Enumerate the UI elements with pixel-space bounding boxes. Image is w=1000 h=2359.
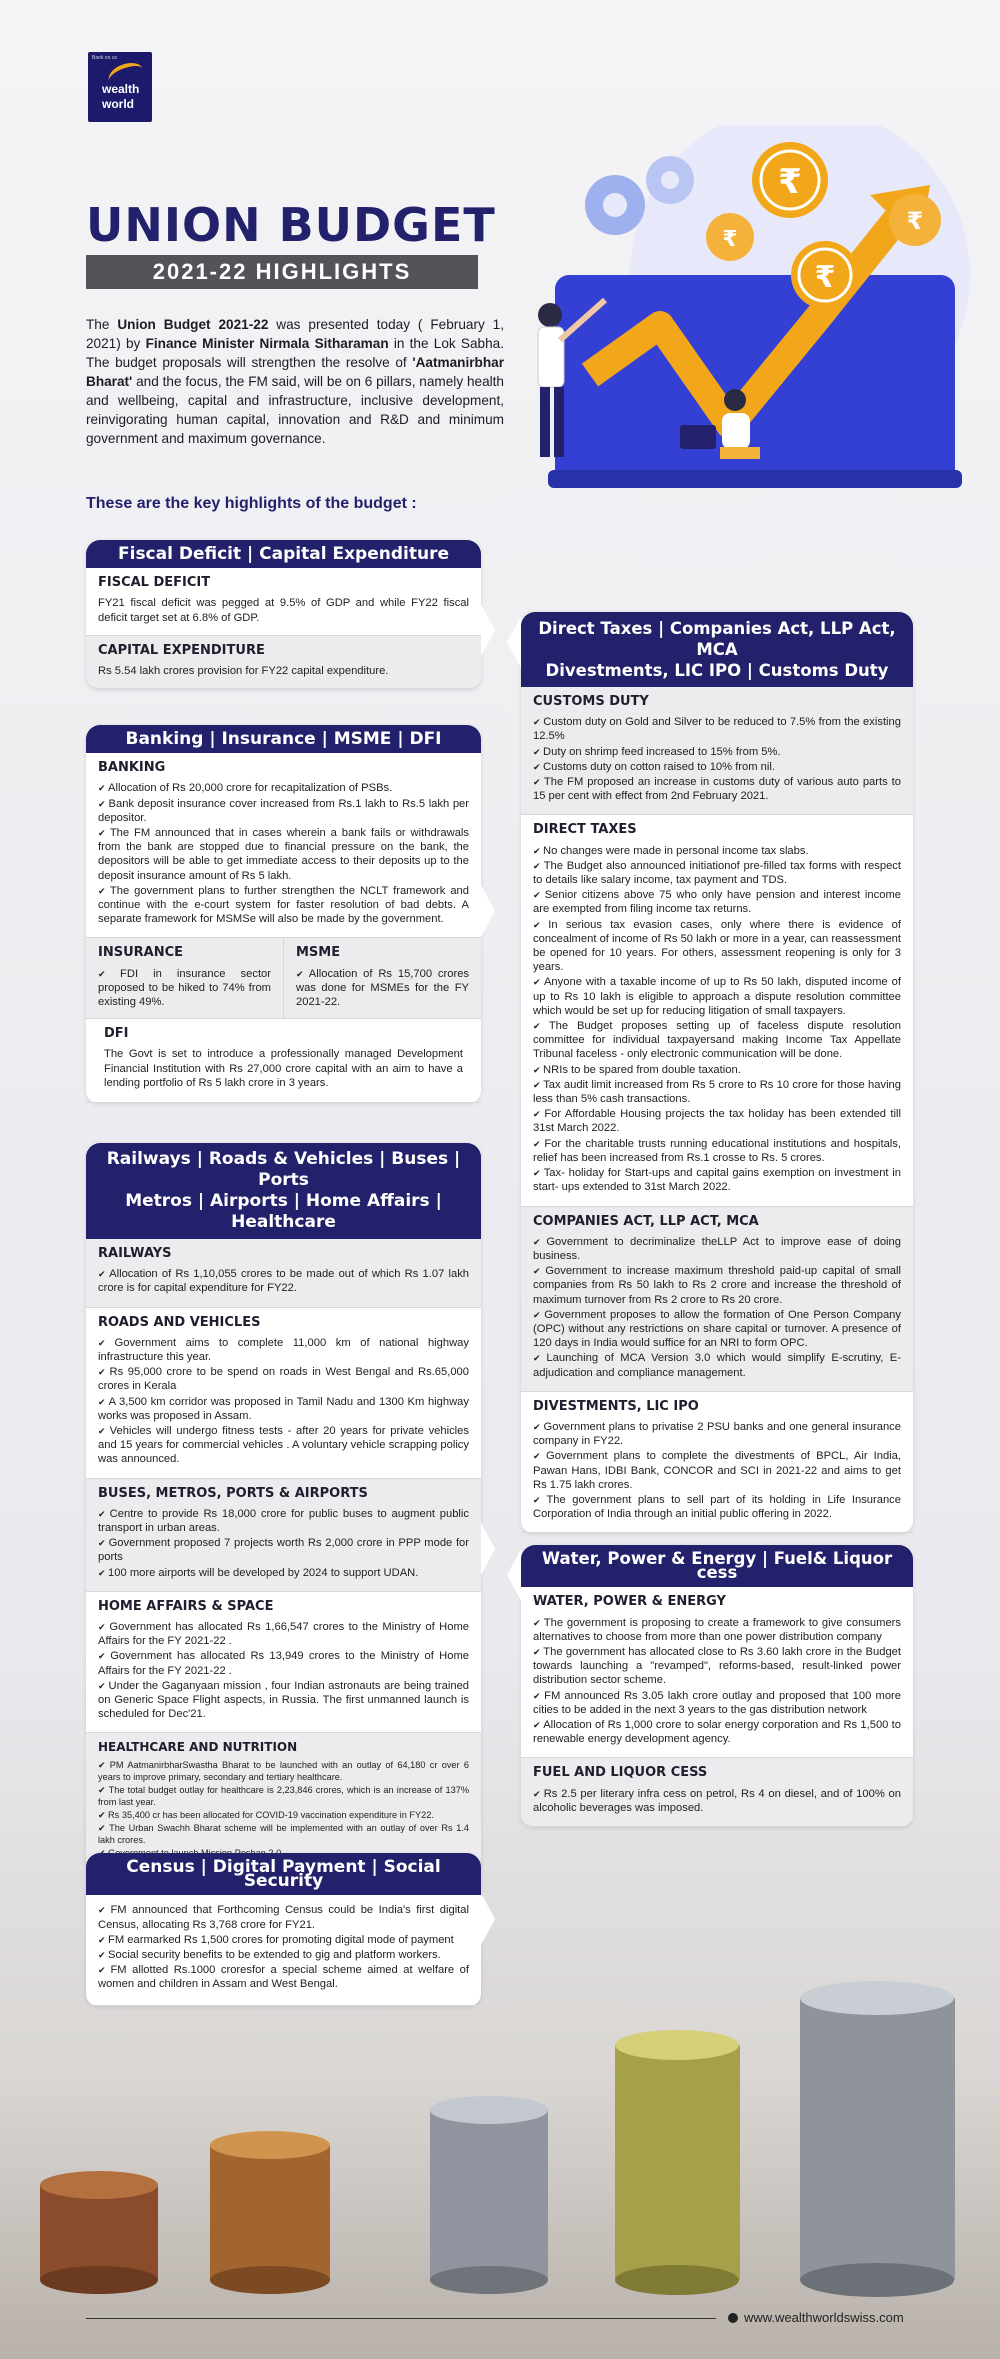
footer-website-text: www.wealthworldswiss.com [744, 2310, 904, 2325]
list-item: ✔ PM AatmanirbharSwastha Bharat to be launched with an outlay of 64,180 cr over 6 years to improve primary, secondary and tertiary healthcare. [98, 1759, 469, 1783]
list-item: ✔ The total budget outlay for healthcare is 2,23,846 crores, which is an increase of 137% from last year. [98, 1784, 469, 1808]
fiscal-deficit-text: FY21 fiscal deficit was pegged at 9.5% of GDP and while FY22 fiscal deficit target set at 6.8% of GDP. [98, 597, 469, 624]
list-item: ✔ FM earmarked Rs 1,500 crores for promoting digital mode of payment [98, 1933, 469, 1947]
direct-taxes-card [521, 612, 913, 1533]
list-item: ✔ The government plans to sell part of its holding in Life Insurance Corporation of India through an initial public offering in 2022. [533, 1493, 901, 1521]
coin-stack-gold [615, 2030, 740, 2295]
healthcare-title: HEALTHCARE AND NUTRITION [98, 1740, 298, 1755]
water-power-title: WATER, POWER & ENERGY [533, 1594, 726, 1610]
companies-act-section [521, 1207, 913, 1392]
intro-text-3: in the Lok Sabha. The budget proposals will strengthen the resolve of [86, 336, 504, 370]
rupee-coin-icon [889, 194, 941, 246]
intro-bold-1: Union Budget 2021-22 [117, 317, 269, 332]
coin-stacks-illustration [0, 1960, 1000, 2300]
svg-text:₹: ₹ [814, 260, 836, 295]
list-item: ✔ Allocation of Rs 1,10,055 crores to be made out of which Rs 1.07 lakh crore is for capital expenditure for FY22. [98, 1267, 469, 1295]
list-item: ✔ Rs 95,000 crore to be spend on roads in West Bengal and Rs.65,000 crores in Kerala [98, 1365, 469, 1393]
card-pointer [481, 885, 495, 937]
wealth-world-logo [88, 52, 152, 122]
banking-card-header: Banking | Insurance | MSME | DFI [86, 725, 481, 753]
list-item: ✔ In serious tax evasion cases, only where there is evidence of concealment of income of Rs 50 lakh or more in a year, can reassessment be opened for 10 years. For others, assessment reopening is only for 3 years. [533, 918, 901, 975]
msme-title: MSME [296, 945, 341, 961]
list-item: ✔ Government aims to complete 11,000 km of national highway infrastructure this year. [98, 1336, 469, 1364]
list-item: ✔ Government has allocated Rs 1,66,547 crores to the Ministry of Home Affairs for the FY 2021-22 . [98, 1620, 469, 1648]
capital-expenditure-title: CAPITAL EXPENDITURE [98, 642, 265, 658]
list-item: ✔ Bank deposit insurance cover increased from Rs.1 lakh to Rs.5 lakh per depositor. [98, 797, 469, 825]
divestments-section [521, 1392, 913, 1534]
list-item: ✔ The government is proposing to create a framework to give consumers alternatives to choose from more than one power distribution company [533, 1616, 901, 1644]
list-item: ✔ Government has allocated Rs 13,949 crores to the Ministry of Home Affairs for the FY 2021-22 . [98, 1649, 469, 1677]
list-item: ✔ The government has allocated close to Rs 3.60 lakh crore in the Budget towards launching a "revamped", reforms-based, result-linked power distribution sector scheme. [533, 1645, 901, 1688]
direct-header-line-1: Direct Taxes | Companies Act, LLP Act, MCA [538, 619, 896, 659]
fiscal-deficit-title: FISCAL DEFICIT [98, 575, 211, 591]
water-power-card-header: Water, Power & Energy | Fuel& Liquor cess [521, 1545, 913, 1587]
water-power-card [521, 1545, 913, 1827]
list-item: ✔ The Urban Swachh Bharat scheme will be implemented with an outlay of over Rs 1.4 lakh crores. [98, 1822, 469, 1846]
direct-header-line-2: Divestments, LIC IPO | Customs Duty [545, 661, 889, 680]
divestments-title: DIVESTMENTS, LIC IPO [533, 1398, 699, 1414]
banking-card [86, 725, 481, 1103]
customs-duty-title: CUSTOMS DUTY [533, 694, 649, 709]
fiscal-deficit-section [86, 568, 481, 636]
list-item: ✔ Government proposed 7 projects worth Rs 2,000 crore in PPP mode for ports [98, 1536, 469, 1564]
intro-text-4: and the focus, the FM said, will be on 6 pillars, namely health and wellbeing, capital and infrastructure, inclusive development, reinvigorating human capital, innovation and R&D and minimum government and maximum governance. [86, 374, 504, 446]
list-item: ✔ 100 more airports will be developed by 2024 to support UDAN. [98, 1566, 469, 1580]
railways-title: RAILWAYS [98, 1246, 172, 1261]
dfi-section [86, 1019, 481, 1103]
list-item: ✔ The Budget proposes setting up of faceless dispute resolution committee for individual taxpayersand making Income Tax Appellate Tribunal faceless - only electronic communication will be done. [533, 1019, 901, 1062]
list-item: ✔ The FM proposed an increase in customs duty of various auto parts to 15 per cent with effect from 2nd February 2021. [533, 775, 901, 803]
dfi-text: The Govt is set to introduce a professionally managed Development Financial Institution with Rs 27,000 crore capital with an aim to have a lending portfolio of Rs 5 lakh crore in 3 years. [104, 1048, 463, 1089]
list-item: ✔ Customs duty on cotton raised to 10% from nil. [533, 760, 901, 774]
list-item: ✔ FM allotted Rs.1000 croresfor a special scheme aimed at welfare of women and children in Assam and West Bengal. [98, 1963, 469, 1991]
svg-text:₹: ₹ [906, 207, 924, 235]
home-affairs-section [86, 1592, 481, 1734]
buses-section [86, 1479, 481, 1592]
coin-stack-platinum [800, 1981, 955, 2297]
fiscal-card [86, 540, 481, 689]
msme-section [283, 938, 481, 1018]
list-item: ✔ Tax audit limit increased from Rs 5 crore to Rs 10 crore for those having less than 5% cash transactions. [533, 1078, 901, 1106]
footer-website[interactable] [728, 2310, 904, 2325]
svg-text:₹: ₹ [722, 227, 738, 252]
list-item: ✔ Allocation of Rs 1,000 crore to solar energy corporation and Rs 1,500 to renewable energy development agency. [533, 1718, 901, 1746]
list-item: ✔ Government to increase maximum threshold paid-up capital of small companies from Rs 50 lakh to Rs 2 crore and increase the threshold of maximum turnover from Rs 2 crore to Rs 20 crore. [533, 1264, 901, 1307]
page-title: UNION BUDGET [86, 198, 496, 252]
list-item: ✔ The FM announced that in cases wherein a bank fails or withdrawals from the bank are stopped due to financial pressure on the bank, the depositors will be able to get immediate access to their deposits up to the deposit insurance amount of Rs 5 lakh. [98, 826, 469, 883]
list-item: ✔ Government proposes to allow the formation of One Person Company (OPC) without any restrictions on share capital or turnover. A presence of 120 days in India would suffice for an NRI to form OPC. [533, 1308, 901, 1351]
list-item: ✔ Custom duty on Gold and Silver to be reduced to 7.5% from the existing 12.5% [533, 715, 901, 743]
msme-text: ✔ Allocation of Rs 15,700 crores was done for MSMEs for the FY 2021-22. [296, 967, 469, 1010]
coin-stack-silver [430, 2096, 548, 2294]
rupee-coin-icon [791, 241, 859, 309]
list-item: ✔ Allocation of Rs 20,000 crore for recapitalization of PSBs. [98, 781, 469, 795]
card-pointer [481, 604, 495, 656]
list-item: ✔ Government plans to privatise 2 PSU banks and one general insurance company in FY22. [533, 1420, 901, 1448]
direct-taxes-card-header [521, 612, 913, 687]
card-pointer [507, 616, 521, 668]
direct-taxes-title: DIRECT TAXES [533, 822, 637, 838]
footer-divider [86, 2318, 716, 2319]
list-item: ✔ Senior citizens above 75 who only have pension and interest income are exempted from filing income tax returns. [533, 888, 901, 916]
intro-text-2: was presented today ( February 1, 2021) by [86, 317, 505, 351]
svg-text:₹: ₹ [778, 162, 802, 202]
logo-word-1: wealth [102, 82, 140, 96]
railways-header-line-2: Metros | Airports | Home Affairs | Healthcare [125, 1191, 442, 1232]
coin-stack-copper [40, 2171, 158, 2294]
census-card-header: Census | Digital Payment | Social Security [86, 1853, 481, 1895]
intro-bold-2: Finance Minister Nirmala Sitharaman [145, 336, 389, 351]
list-item: ✔ FM announced that Forthcoming Census could be India's first digital Census, allocating Rs 3,768 crore for FY21. [98, 1903, 469, 1931]
list-item: ✔ No changes were made in personal income tax slabs. [533, 844, 901, 858]
list-item: ✔ FM announced Rs 3.05 lakh crore outlay and proposed that 100 more cities to be added in the next 3 years to the gas distribution network [533, 1689, 901, 1717]
banking-title: BANKING [98, 760, 166, 776]
water-power-section [521, 1587, 913, 1758]
banking-section [86, 753, 481, 938]
list-item: ✔ For the charitable trusts running educational institutions and hospitals, relief has been increased from Rs.1 crosse to Rs. 5 crores. [533, 1137, 901, 1165]
list-item: ✔ Social security benefits to be extended to gig and platform workers. [98, 1948, 469, 1962]
hero-illustration [520, 125, 980, 525]
card-pointer [481, 1893, 495, 1945]
capital-expenditure-text: Rs 5.54 lakh crores provision for FY22 capital expenditure. [98, 665, 389, 678]
logo-tagline: Bank on us [92, 55, 118, 61]
list-item: ✔ NRIs to be spared from double taxation. [533, 1063, 901, 1077]
home-affairs-title: HOME AFFAIRS & SPACE [98, 1598, 274, 1614]
list-item: ✔ Rs 35,400 cr has been allocated for COVID-19 vaccination expenditure in FY22. [98, 1809, 469, 1821]
list-item: ✔ Duty on shrimp feed increased to 15% from 5%. [533, 745, 901, 759]
card-pointer [481, 1523, 495, 1575]
logo-word-2: world [102, 97, 134, 111]
buses-title: BUSES, METROS, PORTS & AIRPORTS [98, 1485, 368, 1501]
capital-expenditure-section [86, 636, 481, 689]
rupee-coin-icon [752, 142, 828, 218]
list-item: ✔ Vehicles will undergo fitness tests - after 20 years for private vehicles and 15 years for commercial vehicles . A voluntary vehicle scrapping policy was announced. [98, 1424, 469, 1467]
list-item: ✔ Government to decriminalize theLLP Act to improve ease of doing business. [533, 1235, 901, 1263]
list-item: ✔ The government plans to further strengthen the NCLT framework and continue with the e-court system for faster resolution of bad debts. A separate framework for MSMSe will also be made by the government. [98, 884, 469, 927]
railways-card-header [86, 1143, 481, 1239]
list-item: ✔ Launching of MCA Version 3.0 which would simplify E-scrutiny, E-adjudication and compliance management. [533, 1351, 901, 1379]
list-item: ✔ For Affordable Housing projects the tax holiday has been extended till 31st March 2022. [533, 1107, 901, 1135]
list-item: ✔ The Budget also announced initiationof pre-filled tax forms with respect to details like salary income, tax payment and TDS. [533, 859, 901, 887]
railways-header-line-1: Railways | Roads & Vehicles | Buses | Ports [106, 1149, 461, 1190]
page-subtitle: 2021-22 HIGHLIGHTS [86, 255, 478, 289]
customs-duty-section [521, 687, 913, 815]
dfi-title: DFI [104, 1026, 129, 1042]
companies-act-title: COMPANIES ACT, LLP ACT, MCA [533, 1213, 759, 1229]
fuel-liquor-title: FUEL AND LIQUOR CESS [533, 1765, 708, 1781]
list-item: ✔ Tax- holiday for Start-ups and capital gains exemption on investment in start- ups extended to 31st March 2022. [533, 1166, 901, 1194]
fiscal-card-header: Fiscal Deficit | Capital Expenditure [86, 540, 481, 568]
globe-icon [728, 2313, 738, 2323]
insurance-msme-row [86, 938, 481, 1019]
list-item: ✔ Centre to provide Rs 18,000 crore for public buses to augment public transport in urban areas. [98, 1507, 469, 1535]
intro-bold-3: 'Aatmanirbhar Bharat' [86, 355, 504, 389]
intro-text-1: The [86, 317, 118, 332]
insurance-text: ✔ FDI in insurance sector proposed to be hiked to 74% from existing 49%. [98, 967, 271, 1010]
healthcare-section [86, 1733, 481, 1871]
list-item: ✔ Rs 2.5 per literary infra cess on petrol, Rs 4 on diesel, and of 100% on alcoholic beverages was imposed. [533, 1787, 901, 1815]
insurance-section [86, 938, 283, 1018]
list-item: ✔ Under the Gaganyaan mission , four Indian astronauts are being trained on Generic Space Flight aspects, in Russia. The first unmanned launch is scheduled for Dec'21. [98, 1679, 469, 1722]
list-item: ✔ Government plans to complete the divestments of BPCL, Air India, Pawan Hans, IDBI Bank, CONCOR and SCI in 2021-22 and aims to get Rs 1.75 lakh crores. [533, 1449, 901, 1492]
coin-stack-bronze [210, 2131, 330, 2294]
railways-section [86, 1239, 481, 1308]
highlights-lead: These are the key highlights of the budget : [86, 495, 417, 512]
fuel-liquor-section [521, 1758, 913, 1827]
roads-section [86, 1308, 481, 1479]
list-item: ✔ Anyone with a taxable income of up to Rs 50 lakh, disputed income of up to Rs 10 lakh is eligible to approach a dispute resolution committee which would be set up for reducing litigation of small taxpayers. [533, 975, 901, 1018]
list-item: ✔ A 3,500 km corridor was proposed in Tamil Nadu and 1300 Km highway works was proposed in Assam. [98, 1395, 469, 1423]
roads-title: ROADS AND VEHICLES [98, 1314, 261, 1330]
direct-taxes-section [521, 815, 913, 1206]
insurance-title: INSURANCE [98, 945, 184, 961]
card-pointer [507, 1549, 521, 1601]
intro-paragraph [86, 315, 504, 448]
rupee-coin-icon [706, 213, 754, 261]
railways-card [86, 1143, 481, 1871]
